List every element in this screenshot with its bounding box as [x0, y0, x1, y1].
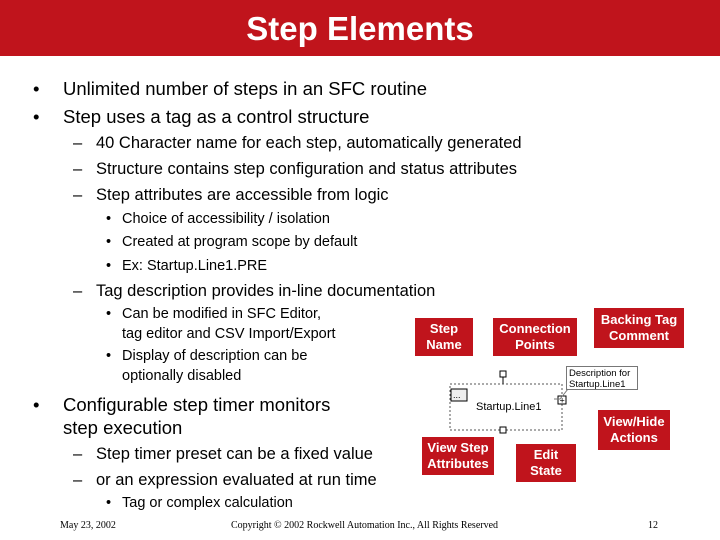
callout-line: Name — [426, 337, 462, 352]
footer-page-number: 12 — [648, 520, 658, 531]
description-box — [566, 366, 638, 390]
bullet-dot: • — [33, 394, 40, 415]
bullet-text: Display of description can be — [122, 348, 308, 364]
bullet-text: Step timer preset can be a fixed value — [96, 445, 373, 463]
plus-text: + — [559, 395, 565, 406]
bullet-text: Can be modified in SFC Editor, — [122, 306, 322, 322]
dash-bullet: – — [73, 471, 83, 489]
callout-view-hide-actions — [598, 410, 670, 450]
bullet-text: or an expression evaluated at run time — [96, 471, 377, 489]
description-line: Description for — [569, 368, 631, 379]
footer-date: May 23, 2002 — [60, 520, 116, 531]
bullet-text: step execution — [63, 417, 183, 438]
bullet-dot: • — [106, 211, 112, 227]
bullet-text: Tag or complex calculation — [122, 495, 293, 511]
bullet-text: Ex: Startup.Line1.PRE — [122, 258, 268, 274]
bullet-dot: • — [106, 495, 112, 511]
callout-line: Connection — [499, 321, 571, 336]
callout-line: Edit — [533, 447, 559, 462]
callout-connection-points — [493, 318, 577, 356]
callout-line: Comment — [609, 328, 669, 343]
bullet-text: Step attributes are accessible from logic — [96, 186, 389, 204]
callout-view-step-attributes — [422, 437, 494, 475]
bullet-text: Created at program scope by default — [122, 234, 358, 250]
bullet-text: Step uses a tag as a control structure — [63, 106, 370, 127]
dash-bullet: – — [73, 134, 83, 152]
callout-line: Actions — [610, 430, 658, 445]
bullet-dot: • — [106, 234, 112, 250]
top-connection-point — [500, 371, 506, 377]
dash-bullet: – — [73, 282, 83, 300]
bullet-text: 40 Character name for each step, automatically generated — [96, 134, 522, 152]
callout-line: Backing Tag — [600, 312, 678, 327]
bullet-dot: • — [33, 106, 40, 127]
callout-step-name — [415, 318, 473, 356]
callout-edit-state — [516, 444, 576, 482]
bullet-text: tag editor and CSV Import/Export — [122, 326, 336, 342]
bullet-text: Unlimited number of steps in an SFC routine — [63, 78, 428, 99]
bullet-dot: • — [106, 258, 112, 274]
dash-bullet: – — [73, 445, 83, 463]
slide-title: Step Elements — [246, 10, 474, 47]
callout-line: Points — [515, 337, 555, 352]
dash-bullet: – — [73, 160, 83, 178]
callout-line: Step — [429, 321, 459, 336]
callout-line: View/Hide — [603, 414, 665, 429]
step-label: Startup.Line1 — [476, 401, 542, 413]
bullet-text: Structure contains step configuration and status attributes — [96, 160, 517, 178]
callout-line: Attributes — [427, 456, 489, 471]
bullet-text: Configurable step timer monitors — [63, 394, 331, 415]
description-connector-line — [554, 389, 568, 399]
ellipsis-text: ... — [453, 390, 461, 400]
description-connector — [553, 388, 573, 408]
dash-bullet: – — [73, 186, 83, 204]
bottom-connection-point — [500, 427, 506, 433]
bullet-text: Choice of accessibility / isolation — [122, 211, 330, 227]
bullet-text: Tag description provides in-line documentation — [96, 282, 436, 300]
callout-backing-tag-comment — [594, 308, 684, 348]
footer-copyright: Copyright © 2002 Rockwell Automation Inc., All Rights Reserved — [231, 520, 499, 531]
callout-line: View Step — [427, 440, 489, 455]
bullet-text: optionally disabled — [122, 368, 242, 384]
bullet-dot: • — [106, 306, 112, 322]
callout-line: State — [530, 463, 562, 478]
bullet-dot: • — [106, 348, 112, 364]
bullet-dot: • — [33, 78, 40, 99]
description-line: Startup.Line1 — [569, 379, 626, 390]
